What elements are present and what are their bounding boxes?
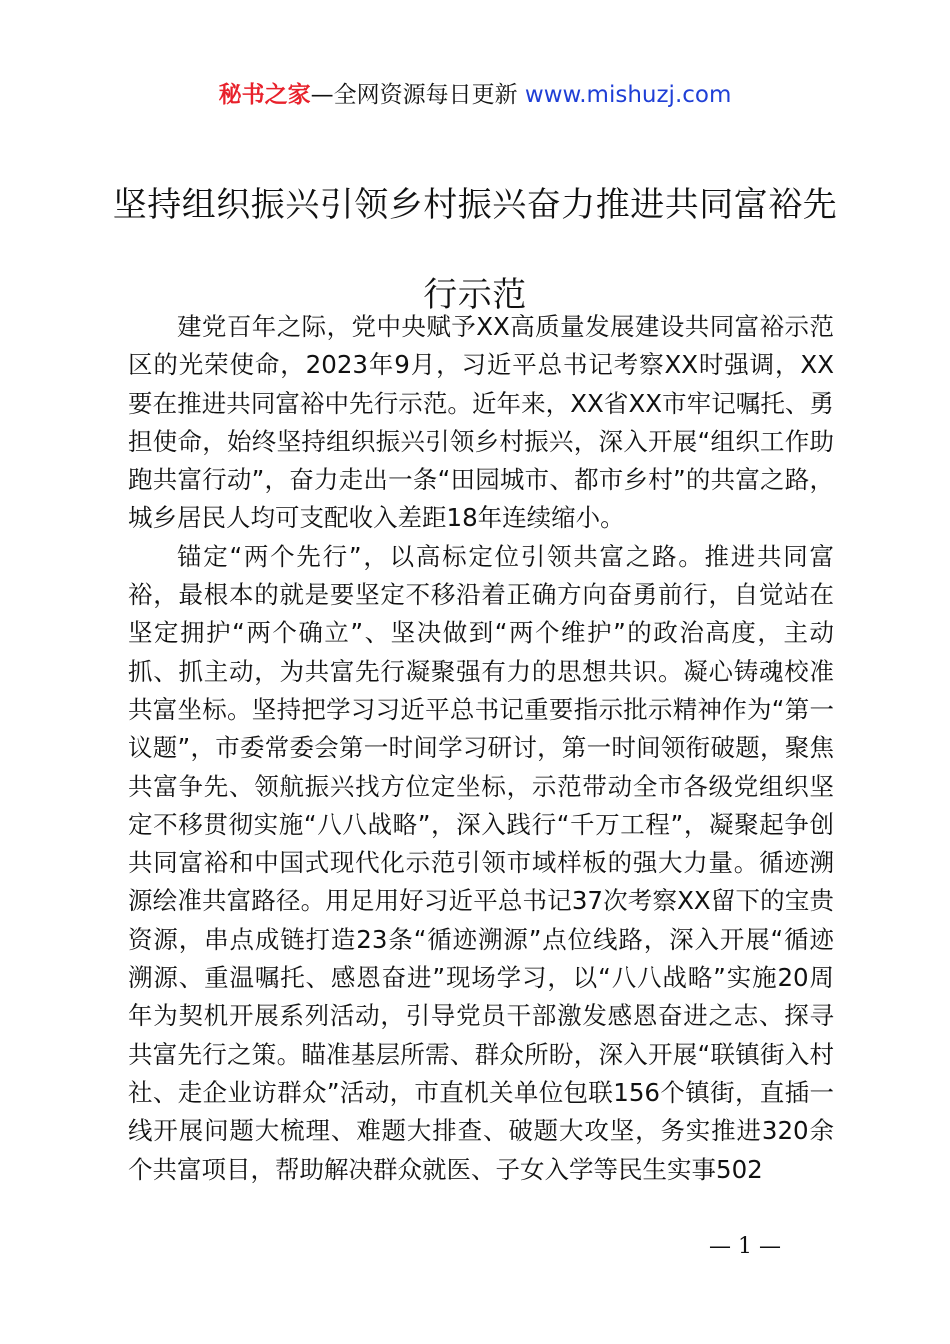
site-name: 秘书之家 — [218, 82, 311, 108]
site-tagline: —全网资源每日更新 — [310, 82, 525, 108]
paragraph-two-pioneers: 锚定“两个先行”，以高标定位引领共富之路。推进共同富裕，最根本的就是要坚定不移沿着正确方向奋勇前行，自觉站在坚定拥护“两个确立”、坚决做到“两个维护”的政治高度，主动抓、抓主动，为共富先行凝聚强有力的思想共识。凝心铸魂校准共富坐标。坚持把学习习近平总书记重要指示批示精神作为“第一议题”，市委常委会第一时间学习研讨，第一时间领衔破题，聚焦共富争先、领航振兴找方位定坐标，示范带动全市各级党组织坚定不移贯彻实施“八八战略”，深入践行“千万工程”，凝聚起争创共同富裕和中国式现代化示范引领市域样板的强大力量。循迹溯源绘准共富路径。用足用好习近平总书记37次考察XX留下的宝贵资源，串点成链打造23条“循迹溯源”点位线路，深入开展“循迹溯源、重温嘱托、感恩奋进”现场学习，以“八八战略”实施20周年为契机开展系列活动，引导党员干部激发感恩奋进之志、探寻共富先行之策。瞄准基层所需、群众所盼，深入开展“联镇街入村社、走企业访群众”活动，市直机关单位包联156个镇街，直插一线开展问题大梳理、难题大排查、破题大攻坚，务实推进320余个共富项目，帮助解决群众就医、子女入学等民生实事502 — [128, 541, 834, 1184]
page-number: — 1 — — [709, 1234, 781, 1259]
paragraph-intro: 建党百年之际，党中央赋予XX高质量发展建设共同富裕示范区的光荣使命，2023年9月，习近平总书记考察XX时强调，XX要在推进共同富裕中先行示范。近年来，XX省XX市牢记嘱托、勇担使命，始终坚持组织振兴引领乡村振兴，深入开展“组织工作助跑共富行动”，奋力走出一条“田园城市、都市乡村”的共富之路，城乡居民人均可支配收入差距18年连续缩小。 — [128, 312, 834, 533]
document-body — [128, 308, 834, 1189]
site-url-link[interactable]: www.mishuzj.com — [524, 82, 732, 108]
document-title: 坚持组织振兴引领乡村振兴奋力推进共同富裕先行示范 — [112, 185, 838, 315]
site-header — [0, 78, 950, 112]
